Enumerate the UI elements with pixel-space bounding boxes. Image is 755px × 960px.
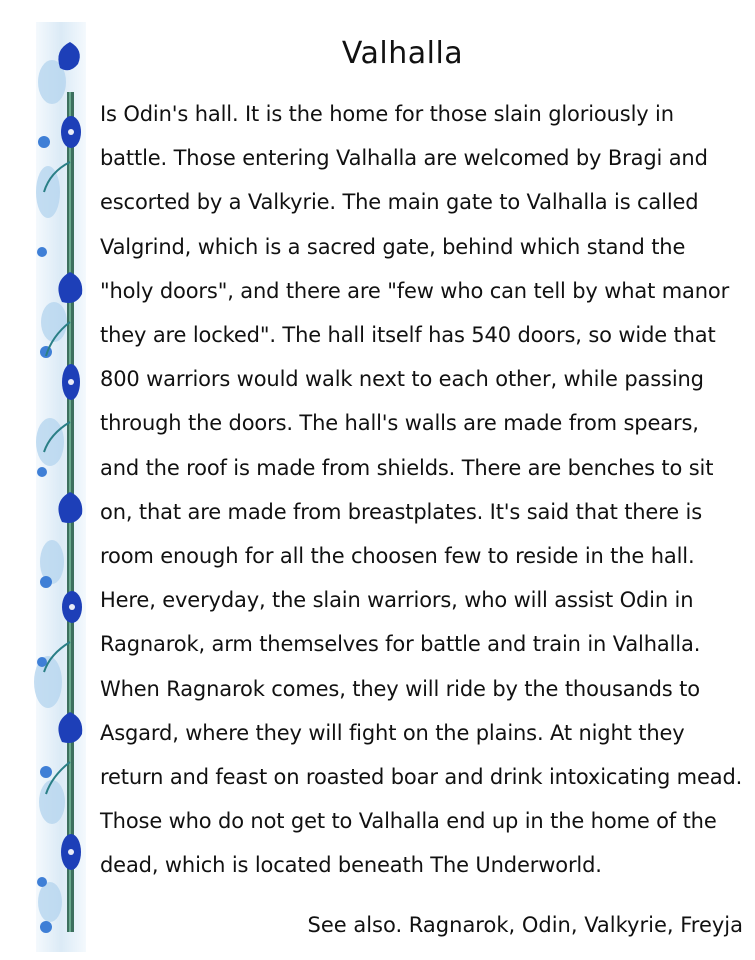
text-line: room enough for all the choosen few to reside in the hall. bbox=[100, 544, 695, 569]
page-title: Valhalla bbox=[341, 36, 464, 72]
text-line: "holy doors", and there are "few who can tell by what manor bbox=[100, 278, 730, 303]
text-line: through the doors. The hall's walls are made from spears, bbox=[100, 411, 699, 436]
text-line: on, that are made from breastplates. It's said that there is bbox=[100, 499, 702, 524]
text-line: Those who do not get to Valhalla end up in the home of the bbox=[100, 809, 717, 834]
text-line: Ragnarok, arm themselves for battle and train in Valhalla. bbox=[100, 632, 701, 657]
text-line: escorted by a Valkyrie. The main gate to Valhalla is called bbox=[100, 190, 699, 215]
text-line: Here, everyday, the slain warriors, who will assist Odin in bbox=[100, 588, 694, 613]
floral-border-icon bbox=[30, 22, 92, 952]
text-line: Asgard, where they will fight on the plains. At night they bbox=[100, 720, 685, 745]
text-line: battle. Those entering Valhalla are welcomed by Bragi and bbox=[100, 146, 708, 171]
body-paragraph bbox=[100, 92, 755, 888]
text-line: return and feast on roasted boar and drink intoxicating mead. bbox=[100, 765, 743, 790]
text-line: dead, which is located beneath The Underworld. bbox=[100, 853, 602, 878]
see-also-line: See also. Ragnarok, Odin, Valkyrie, Freyja bbox=[307, 913, 743, 937]
text-line: 800 warriors would walk next to each other, while passing bbox=[100, 367, 704, 392]
text-line: Is Odin's hall. It is the home for those slain gloriously in bbox=[100, 102, 674, 126]
text-line: they are locked". The hall itself has 540 doors, so wide that bbox=[100, 323, 716, 348]
text-line: When Ragnarok comes, they will ride by the thousands to bbox=[100, 676, 700, 701]
text-line: Valgrind, which is a sacred gate, behind which stand the bbox=[100, 234, 686, 259]
text-line: and the roof is made from shields. There are benches to sit bbox=[100, 455, 714, 480]
